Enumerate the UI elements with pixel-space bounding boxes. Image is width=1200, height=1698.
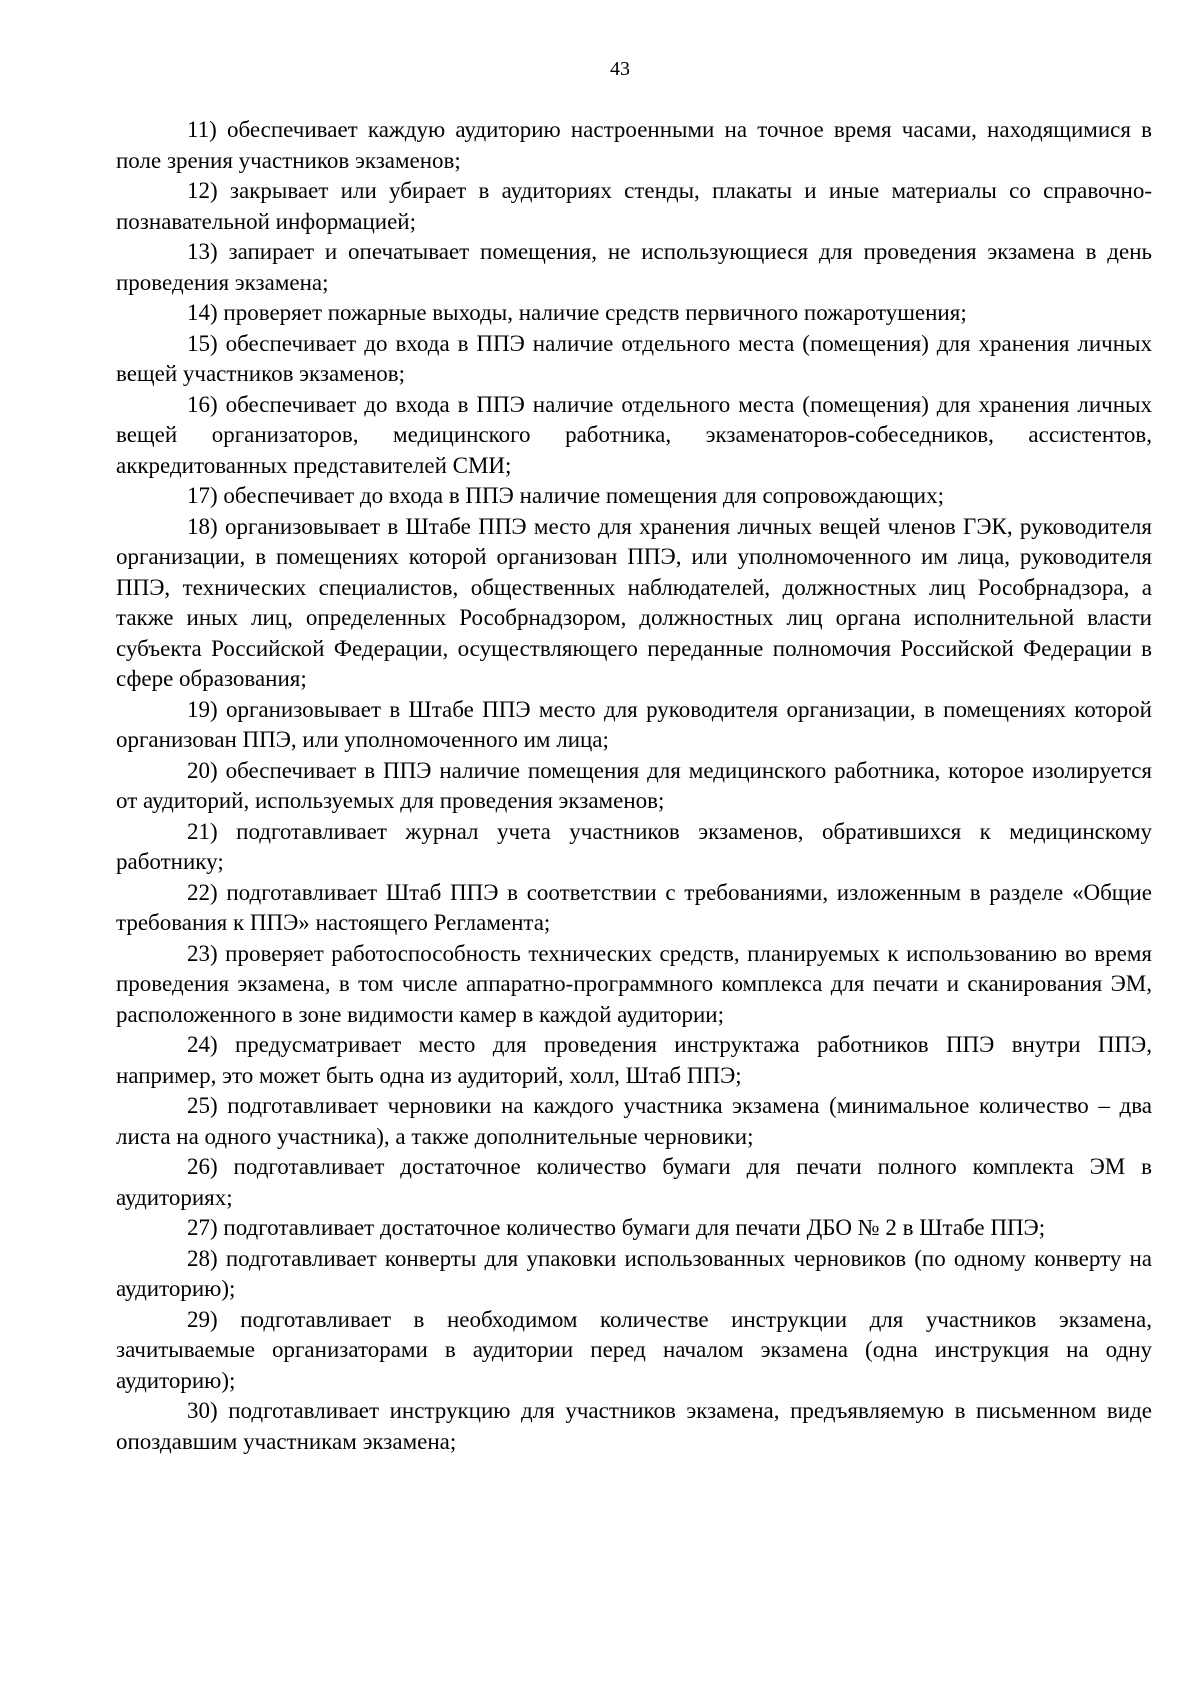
document-body: [116, 115, 1152, 1457]
list-item-19: 19) организовывает в Штабе ППЭ место для руководителя организации, в помещениях которой организован ППЭ, или уполномоченного им лица;: [116, 696, 1152, 752]
page-number: 43: [610, 58, 630, 80]
list-item-27: 27) подготавливает достаточное количество бумаги для печати ДБО № 2 в Штабе ППЭ;: [187, 1215, 1046, 1240]
list-item-18: 18) организовывает в Штабе ППЭ место для хранения личных вещей членов ГЭК, руководителя организации, в помещениях которой организован ППЭ, или уполномоченного им лица, руководителя ППЭ, технических специалистов, общественных наблюдателей, должностных лиц Рособрнадзора, а также иных лиц, определенных Рособрнадзором, должностных лиц органа исполнительной власти субъекта Российской Федерации, осуществляющего переданные полномочия Российской Федерации в сфере образования;: [116, 513, 1152, 691]
list-item-17: 17) обеспечивает до входа в ППЭ наличие помещения для сопровождающих;: [187, 483, 944, 508]
list-item-23: 23) проверяет работоспособность технических средств, планируемых к использованию во время проведения экзамена, в том числе аппаратно-программного комплекса для печати и сканирования ЭМ, расположенного в зоне видимости камер в каждой аудитории;: [116, 940, 1152, 1027]
list-item-24: 24) предусматривает место для проведения инструктажа работников ППЭ внутри ППЭ, например, это может быть одна из аудиторий, холл, Штаб ППЭ;: [116, 1032, 1152, 1088]
list-item-14: 14) проверяет пожарные выходы, наличие средств первичного пожаротушения;: [187, 300, 967, 325]
list-item-13: 13) запирает и опечатывает помещения, не использующиеся для проведения экзамена в день проведения экзамена;: [116, 239, 1152, 295]
list-item-25: 25) подготавливает черновики на каждого участника экзамена (минимальное количество – два листа на одного участника), а также дополнительные черновики;: [116, 1093, 1152, 1149]
list-item-12: 12) закрывает или убирает в аудиториях стенды, плакаты и иные материалы со справочно-познавательной информацией;: [116, 178, 1152, 234]
list-item-16: 16) обеспечивает до входа в ППЭ наличие отдельного места (помещения) для хранения личных вещей организаторов, медицинского работника, экзаменаторов-собеседников, ассистентов, аккредитованных представителей СМИ;: [116, 391, 1152, 478]
list-item-30: 30) подготавливает инструкцию для участников экзамена, предъявляемую в письменном виде опоздавшим участникам экзамена;: [116, 1398, 1152, 1454]
list-item-20: 20) обеспечивает в ППЭ наличие помещения для медицинского работника, которое изолируется от аудиторий, используемых для проведения экзаменов;: [116, 757, 1152, 813]
list-item-29: 29) подготавливает в необходимом количестве инструкции для участников экзамена, зачитываемые организаторами в аудитории перед началом экзамена (одна инструкция на одну аудиторию);: [116, 1306, 1152, 1393]
list-item-26: 26) подготавливает достаточное количество бумаги для печати полного комплекта ЭМ в аудиториях;: [116, 1154, 1152, 1210]
list-item-15: 15) обеспечивает до входа в ППЭ наличие отдельного места (помещения) для хранения личных вещей участников экзаменов;: [116, 330, 1152, 386]
list-item-11: 11) обеспечивает каждую аудиторию настроенными на точное время часами, находящимися в поле зрения участников экзаменов;: [116, 117, 1152, 173]
list-item-28: 28) подготавливает конверты для упаковки использованных черновиков (по одному конверту на аудиторию);: [116, 1245, 1152, 1301]
list-item-22: 22) подготавливает Штаб ППЭ в соответствии с требованиями, изложенным в разделе «Общие требования к ППЭ» настоящего Регламента;: [116, 879, 1152, 935]
list-item-21: 21) подготавливает журнал учета участников экзаменов, обратившихся к медицинскому работнику;: [116, 818, 1152, 874]
